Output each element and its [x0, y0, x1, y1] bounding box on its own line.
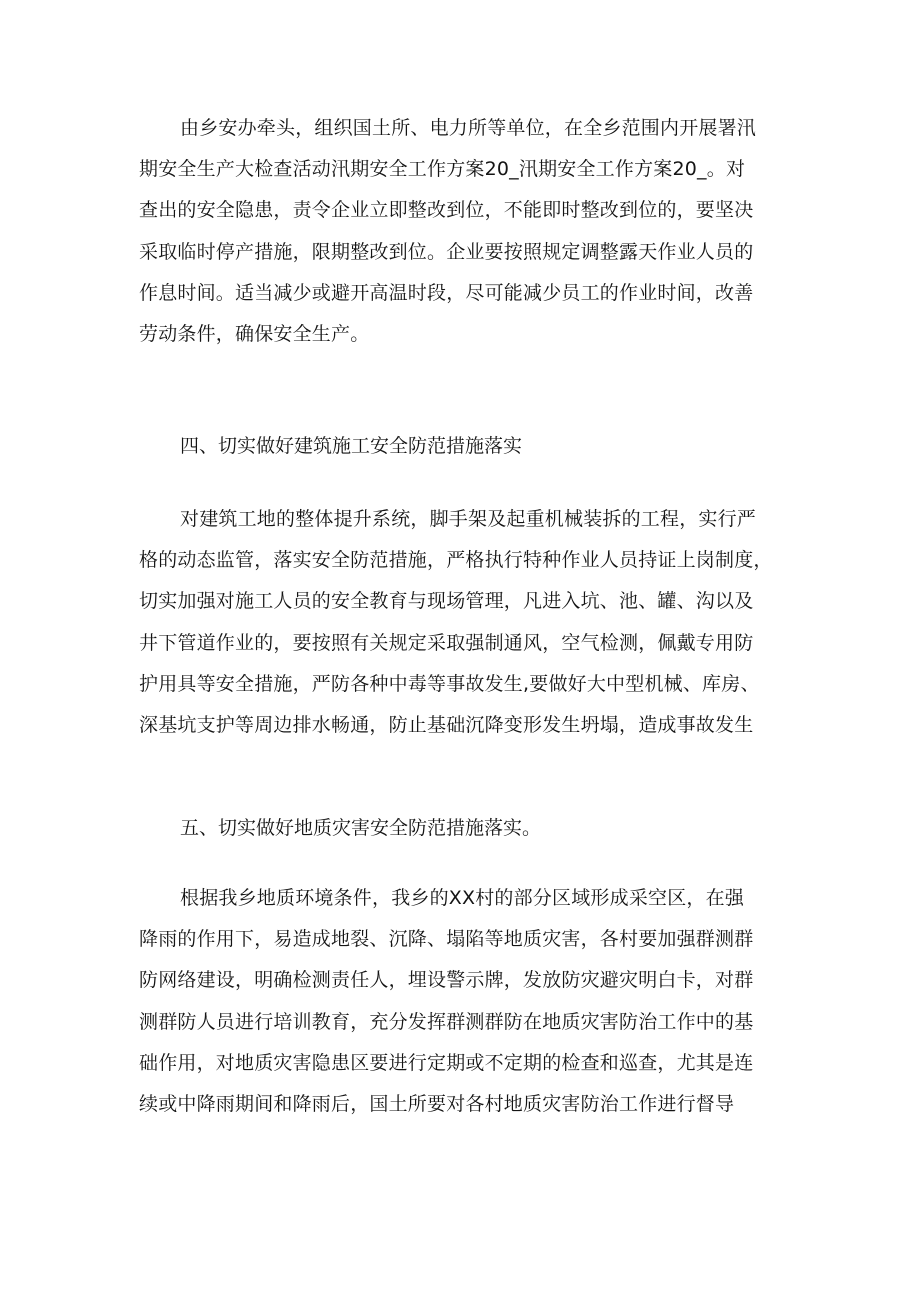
- paragraph-3-line: 测群防人员进行培训教育，充分发挥群测群防在地质灾害防治工作中的基: [139, 1010, 754, 1033]
- paragraph-3: [139, 878, 789, 1125]
- paragraph-1-line: 由乡安办牵头，组织国土所、电力所等单位，在全乡范围内开展署汛: [180, 117, 757, 139]
- paragraph-3-line: 降雨的作用下，易造成地裂、沉降、塌陷等地质灾害，各村要加强群测群: [139, 928, 754, 951]
- paragraph-3-line: 根据我乡地质环境条件，我乡的XX村的部分区域形成采空区，在强: [180, 887, 745, 909]
- paragraph-1-line: 作息时间。适当减少或避开高温时段，尽可能减少员工的作业时间，改善: [139, 281, 754, 304]
- paragraph-3-line: 续或中降雨期间和降雨后，国土所要对各村地质灾害防治工作进行督导: [139, 1093, 735, 1116]
- paragraph-2-line: 深基坑支护等周边排水畅通，防止基础沉降变形发生坍塌，造成事故发生: [139, 714, 754, 737]
- paragraph-3-line: 础作用，对地质灾害隐患区要进行定期或不定期的检查和巡查，尤其是连: [139, 1051, 754, 1074]
- paragraph-2-line: 对建筑工地的整体提升系统，脚手架及起重机械装拆的工程，实行严: [180, 508, 757, 530]
- section-heading-5: 五、切实做好地质灾害安全防范措施落实。: [180, 817, 542, 839]
- paragraph-2-line: 切实加强对施工人员的安全教育与现场管理，凡进入坑、池、罐、沟以及: [139, 590, 754, 613]
- paragraph-2: [139, 499, 789, 746]
- paragraph-1-line: 劳动条件，确保安全生产。: [139, 323, 370, 346]
- paragraph-1: [139, 108, 789, 355]
- paragraph-2-line: 护用具等安全措施，严防各种中毒等事故发生,要做好大中型机械、库房、: [139, 672, 760, 695]
- section-heading-4: 四、切实做好建筑施工安全防范措施落实: [180, 435, 523, 457]
- paragraph-3-line: 防网络建设，明确检测责任人，埋设警示牌，发放防灾避灾明白卡，对群: [139, 969, 754, 992]
- paragraph-1-line: 采取临时停产措施，限期整改到位。企业要按照规定调整露天作业人员的: [139, 240, 754, 263]
- paragraph-2-line: 格的动态监管，落实安全防范措施，严格执行特种作业人员持证上岗制度，: [139, 549, 773, 572]
- paragraph-1-line: 期安全生产大检查活动汛期安全工作方案20_汛期安全工作方案20_。对: [139, 158, 746, 181]
- paragraph-2-line: 井下管道作业的，要按照有关规定采取强制通风，空气检测，佩戴专用防: [139, 631, 754, 654]
- paragraph-1-line: 查出的安全隐患，责令企业立即整改到位，不能即时整改到位的，要坚决: [139, 199, 754, 222]
